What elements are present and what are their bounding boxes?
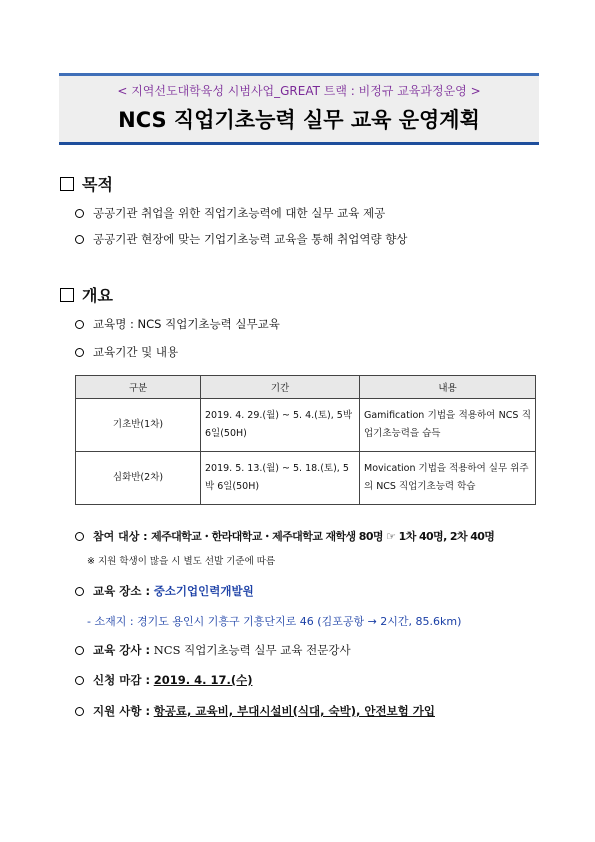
table-cell-content: Gamification 기법을 적용하여 NCS 직업기초능력을 습득 bbox=[360, 399, 536, 452]
course-name-text: 교육명 : NCS 직업기초능력 실무교육 bbox=[93, 317, 280, 331]
support-value: 항공료, 교육비, 부대시설비(식대, 숙박), 안전보험 가입 bbox=[153, 704, 435, 718]
support-line bbox=[75, 703, 435, 719]
circle-bullet-icon bbox=[75, 646, 84, 655]
table-header-row bbox=[76, 376, 536, 399]
place-address: - 소재지 : 경기도 용인시 기흥구 기흥단지로 46 (김포공항 → 2시간, 85.6km) bbox=[87, 615, 462, 628]
section-purpose bbox=[60, 172, 113, 195]
square-bullet-icon bbox=[60, 288, 74, 302]
purpose-item-2 bbox=[75, 231, 407, 247]
lecturer-value: NCS 직업기초능력 실무 교육 전문강사 bbox=[153, 643, 351, 657]
table-row bbox=[76, 452, 536, 505]
deadline-value: 2019. 4. 17.(수) bbox=[153, 673, 253, 687]
support-label: 지원 사항 : bbox=[93, 704, 151, 718]
course-name-line bbox=[75, 316, 280, 332]
table-cell-content: Movication 기법을 적용하여 실무 위주의 NCS 직업기초능력 학습 bbox=[360, 452, 536, 505]
target-label: 참여 대상 : bbox=[93, 530, 148, 543]
target-value: 제주대학교・한라대학교・제주대학교 재학생 80명 ☞ 1차 40명, 2차 40명 bbox=[151, 530, 495, 543]
document-subtitle: < 지역선도대학육성 시범사업_GREAT 트랙 : 비정규 교육과정운영 > bbox=[117, 84, 481, 98]
circle-bullet-icon bbox=[75, 532, 84, 541]
table-header-category: 구분 bbox=[76, 376, 201, 399]
place-line bbox=[75, 583, 254, 599]
section-purpose-heading: 목적 bbox=[82, 175, 113, 194]
purpose-item-1 bbox=[75, 205, 385, 221]
table-cell-period: 2019. 5. 13.(월) ~ 5. 18.(토), 5박 6일(50H) bbox=[201, 452, 360, 505]
lecturer-label: 교육 강사 : bbox=[93, 643, 151, 657]
deadline-label: 신청 마감 : bbox=[93, 673, 151, 687]
document-title: NCS 직업기초능력 실무 교육 운영계획 bbox=[118, 108, 480, 132]
table-row bbox=[76, 399, 536, 452]
table-header-content: 내용 bbox=[360, 376, 536, 399]
lecturer-line bbox=[75, 642, 351, 658]
purpose-item-2-text: 공공기관 현장에 맞는 기업기초능력 교육을 통해 취업역량 향상 bbox=[93, 232, 408, 246]
circle-bullet-icon bbox=[75, 235, 84, 244]
place-value: 중소기업인력개발원 bbox=[153, 584, 254, 598]
section-overview bbox=[60, 283, 113, 306]
table-header-period: 기간 bbox=[201, 376, 360, 399]
circle-bullet-icon bbox=[75, 209, 84, 218]
target-line bbox=[75, 528, 494, 544]
section-overview-heading: 개요 bbox=[82, 286, 113, 305]
circle-bullet-icon bbox=[75, 676, 84, 685]
period-heading-text: 교육기간 및 내용 bbox=[93, 345, 179, 359]
title-bottom-rule bbox=[59, 142, 539, 145]
square-bullet-icon bbox=[60, 177, 74, 191]
period-heading-line bbox=[75, 344, 178, 360]
education-schedule-table bbox=[75, 375, 536, 505]
title-top-rule bbox=[59, 73, 539, 76]
place-label: 교육 장소 : bbox=[93, 584, 151, 598]
deadline-line bbox=[75, 672, 252, 688]
table-cell-category: 기초반(1차) bbox=[76, 399, 201, 452]
target-note: ※ 지원 학생이 많을 시 별도 선발 기준에 따름 bbox=[87, 556, 276, 567]
circle-bullet-icon bbox=[75, 320, 84, 329]
purpose-item-1-text: 공공기관 취업을 위한 직업기초능력에 대한 실무 교육 제공 bbox=[93, 206, 386, 220]
circle-bullet-icon bbox=[75, 348, 84, 357]
circle-bullet-icon bbox=[75, 587, 84, 596]
table-cell-period: 2019. 4. 29.(월) ~ 5. 4.(토), 5박 6일(50H) bbox=[201, 399, 360, 452]
table-cell-category: 심화반(2차) bbox=[76, 452, 201, 505]
circle-bullet-icon bbox=[75, 707, 84, 716]
